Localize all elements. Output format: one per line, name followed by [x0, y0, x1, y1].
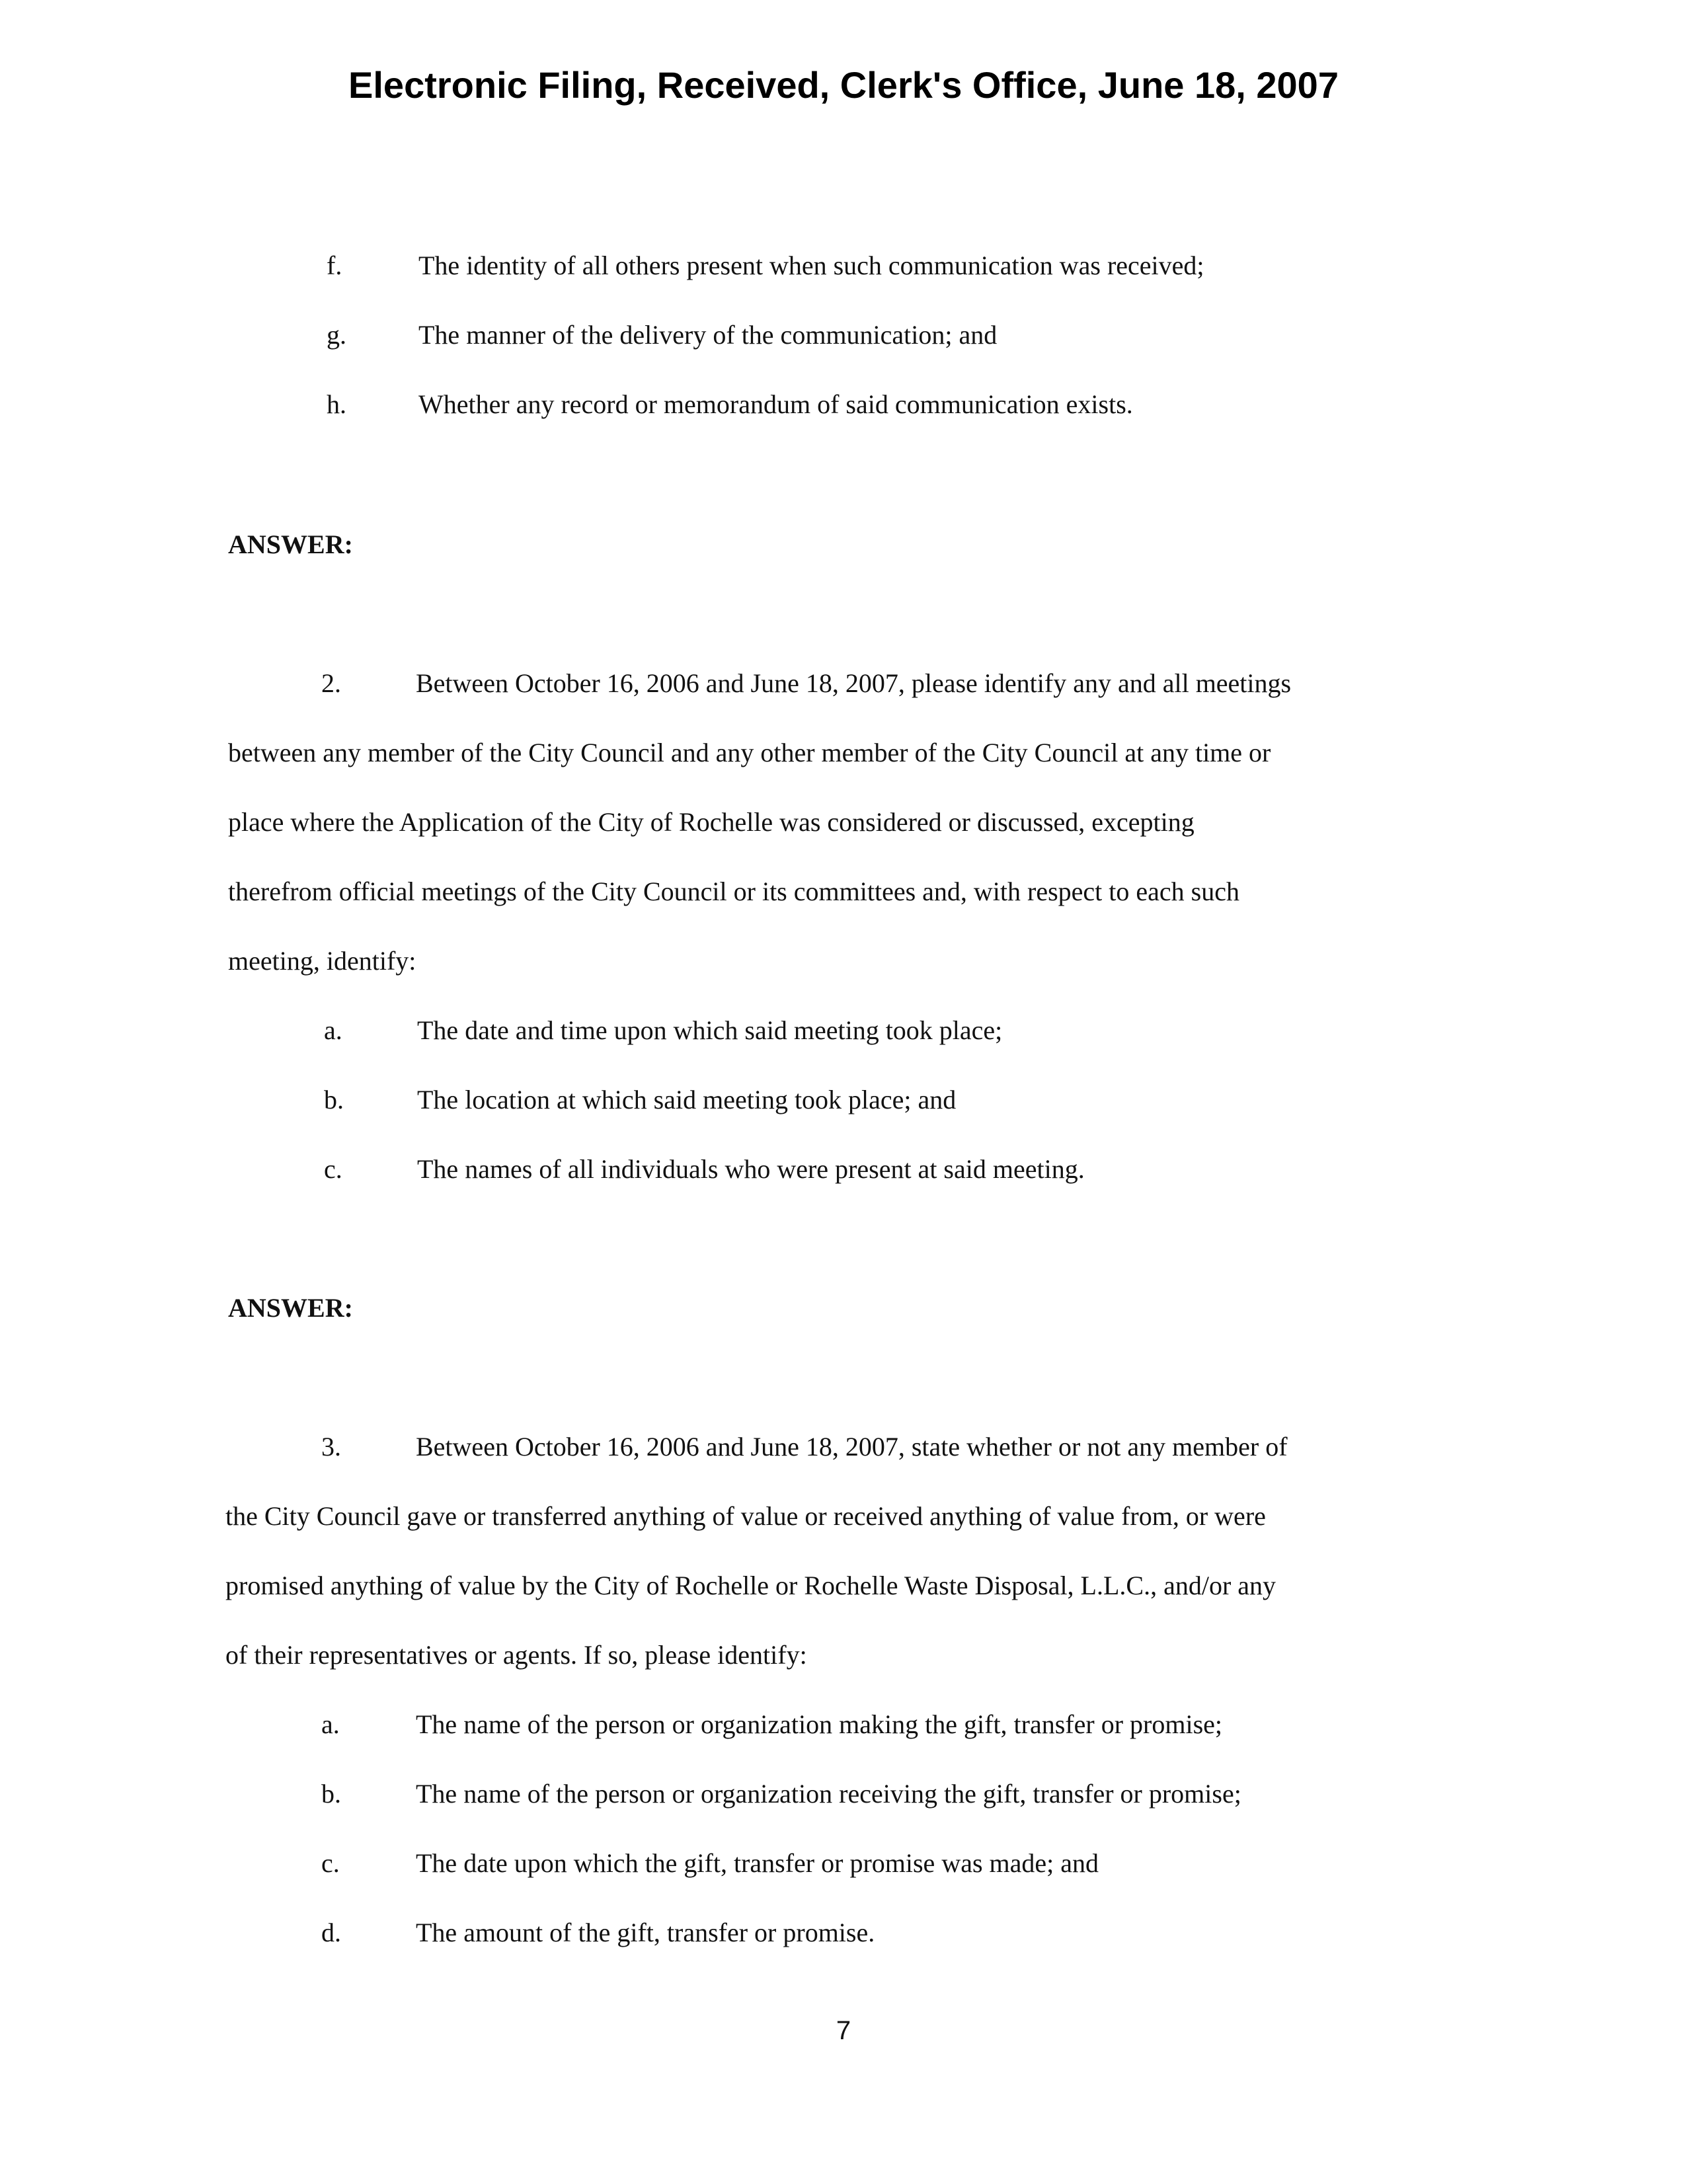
answer-label: ANSWER:	[228, 1293, 353, 1323]
list-marker: a.	[324, 1015, 342, 1045]
list-item-text: The date and time upon which said meeting took place;	[417, 1015, 1003, 1045]
filing-stamp-header: Electronic Filing, Received, Clerk's Office, June 18, 2007	[348, 64, 1339, 106]
page-number: 7	[836, 2016, 851, 2045]
list-item-text: The manner of the delivery of the communication; and	[418, 320, 998, 350]
list-marker: b.	[324, 1085, 344, 1114]
list-marker: g.	[327, 320, 346, 350]
question-number: 2.	[321, 668, 341, 698]
paragraph-line: Between October 16, 2006 and June 18, 2007, please identify any and all meetings	[416, 668, 1292, 698]
paragraph-line: place where the Application of the City of Rochelle was considered or discussed, excepting	[228, 807, 1195, 837]
list-marker: b.	[321, 1779, 341, 1809]
list-marker: c.	[324, 1154, 342, 1184]
list-marker: h.	[327, 389, 346, 419]
paragraph-line: promised anything of value by the City of Rochelle or Rochelle Waste Disposal, L.L.C., and/or any	[225, 1571, 1276, 1600]
list-item-text: Whether any record or memorandum of said communication exists.	[418, 389, 1133, 419]
paragraph-line: between any member of the City Council and any other member of the City Council at any time or	[228, 738, 1271, 767]
question-number: 3.	[321, 1432, 341, 1462]
list-item-text: The name of the person or organization making the gift, transfer or promise;	[416, 1709, 1222, 1739]
list-item-text: The amount of the gift, transfer or promise.	[416, 1918, 875, 1947]
list-item-text: The date upon which the gift, transfer or promise was made; and	[416, 1848, 1099, 1878]
list-item-text: The identity of all others present when such communication was received;	[418, 251, 1204, 280]
list-marker: f.	[327, 251, 342, 280]
paragraph-line: therefrom official meetings of the City Council or its committees and, with respect to each such	[228, 877, 1239, 906]
paragraph-line: the City Council gave or transferred anything of value or received anything of value from, or were	[225, 1501, 1266, 1531]
list-marker: a.	[321, 1709, 340, 1739]
paragraph-line: meeting, identify:	[228, 946, 416, 976]
list-item-text: The name of the person or organization receiving the gift, transfer or promise;	[416, 1779, 1241, 1809]
list-marker: c.	[321, 1848, 340, 1878]
paragraph-line: of their representatives or agents. If so, please identify:	[225, 1640, 807, 1670]
list-item-text: The names of all individuals who were present at said meeting.	[417, 1154, 1085, 1184]
paragraph-line: Between October 16, 2006 and June 18, 2007, state whether or not any member of	[416, 1432, 1288, 1462]
list-marker: d.	[321, 1918, 341, 1947]
answer-label: ANSWER:	[228, 529, 353, 559]
list-item-text: The location at which said meeting took place; and	[417, 1085, 957, 1114]
